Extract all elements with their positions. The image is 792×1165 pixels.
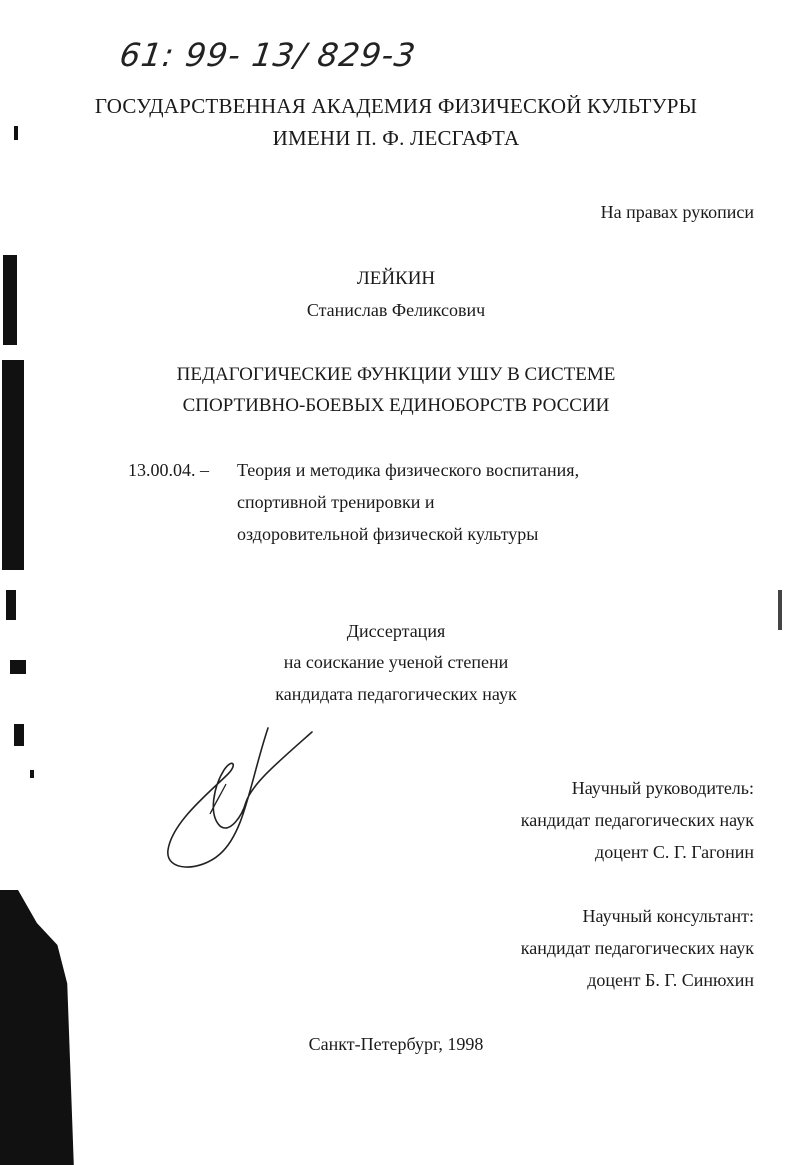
institution-line-2: ИМЕНИ П. Ф. ЛЕСГАФТА — [272, 126, 520, 150]
consultant-role: Научный консультант: — [582, 906, 754, 926]
supervisor-role: Научный руководитель: — [571, 778, 754, 798]
specialty-code: 13.00.04. – — [128, 460, 209, 480]
title-line-1: ПЕДАГОГИЧЕСКИЕ ФУНКЦИИ УШУ В СИСТЕМЕ — [176, 364, 616, 385]
rights-note: На правах рукописи — [600, 202, 754, 222]
author-given-names: Станислав Феликсович — [306, 300, 486, 320]
supervisor-name: доцент С. Г. Гагонин — [595, 842, 754, 862]
specialty-line-2: спортивной тренировки и — [237, 492, 435, 512]
degree-line-2: на соискание ученой степени — [283, 652, 509, 672]
degree-line-3: кандидата педагогических наук — [275, 684, 517, 704]
title-line-2: СПОРТИВНО-БОЕВЫХ ЕДИНОБОРСТВ РОССИИ — [182, 395, 610, 416]
author-signature — [150, 722, 325, 877]
consultant-name: доцент Б. Г. Синюхин — [587, 970, 754, 990]
archive-number-handwritten: 61: 99- 13/ 829-3 — [117, 36, 419, 74]
supervisor-degree: кандидат педагогических наук — [520, 810, 754, 830]
author-surname: ЛЕЙКИН — [356, 268, 436, 289]
degree-line-1: Диссертация — [346, 621, 446, 641]
specialty-line-3: оздоровительной физической культуры — [237, 524, 539, 544]
consultant-degree: кандидат педагогических наук — [520, 938, 754, 958]
institution-line-1: ГОСУДАРСТВЕННАЯ АКАДЕМИЯ ФИЗИЧЕСКОЙ КУЛЬТУРЫ — [94, 94, 698, 118]
specialty-line-1: Теория и методика физического воспитания, — [237, 460, 580, 480]
place-and-year: Санкт-Петербург, 1998 — [308, 1034, 484, 1054]
